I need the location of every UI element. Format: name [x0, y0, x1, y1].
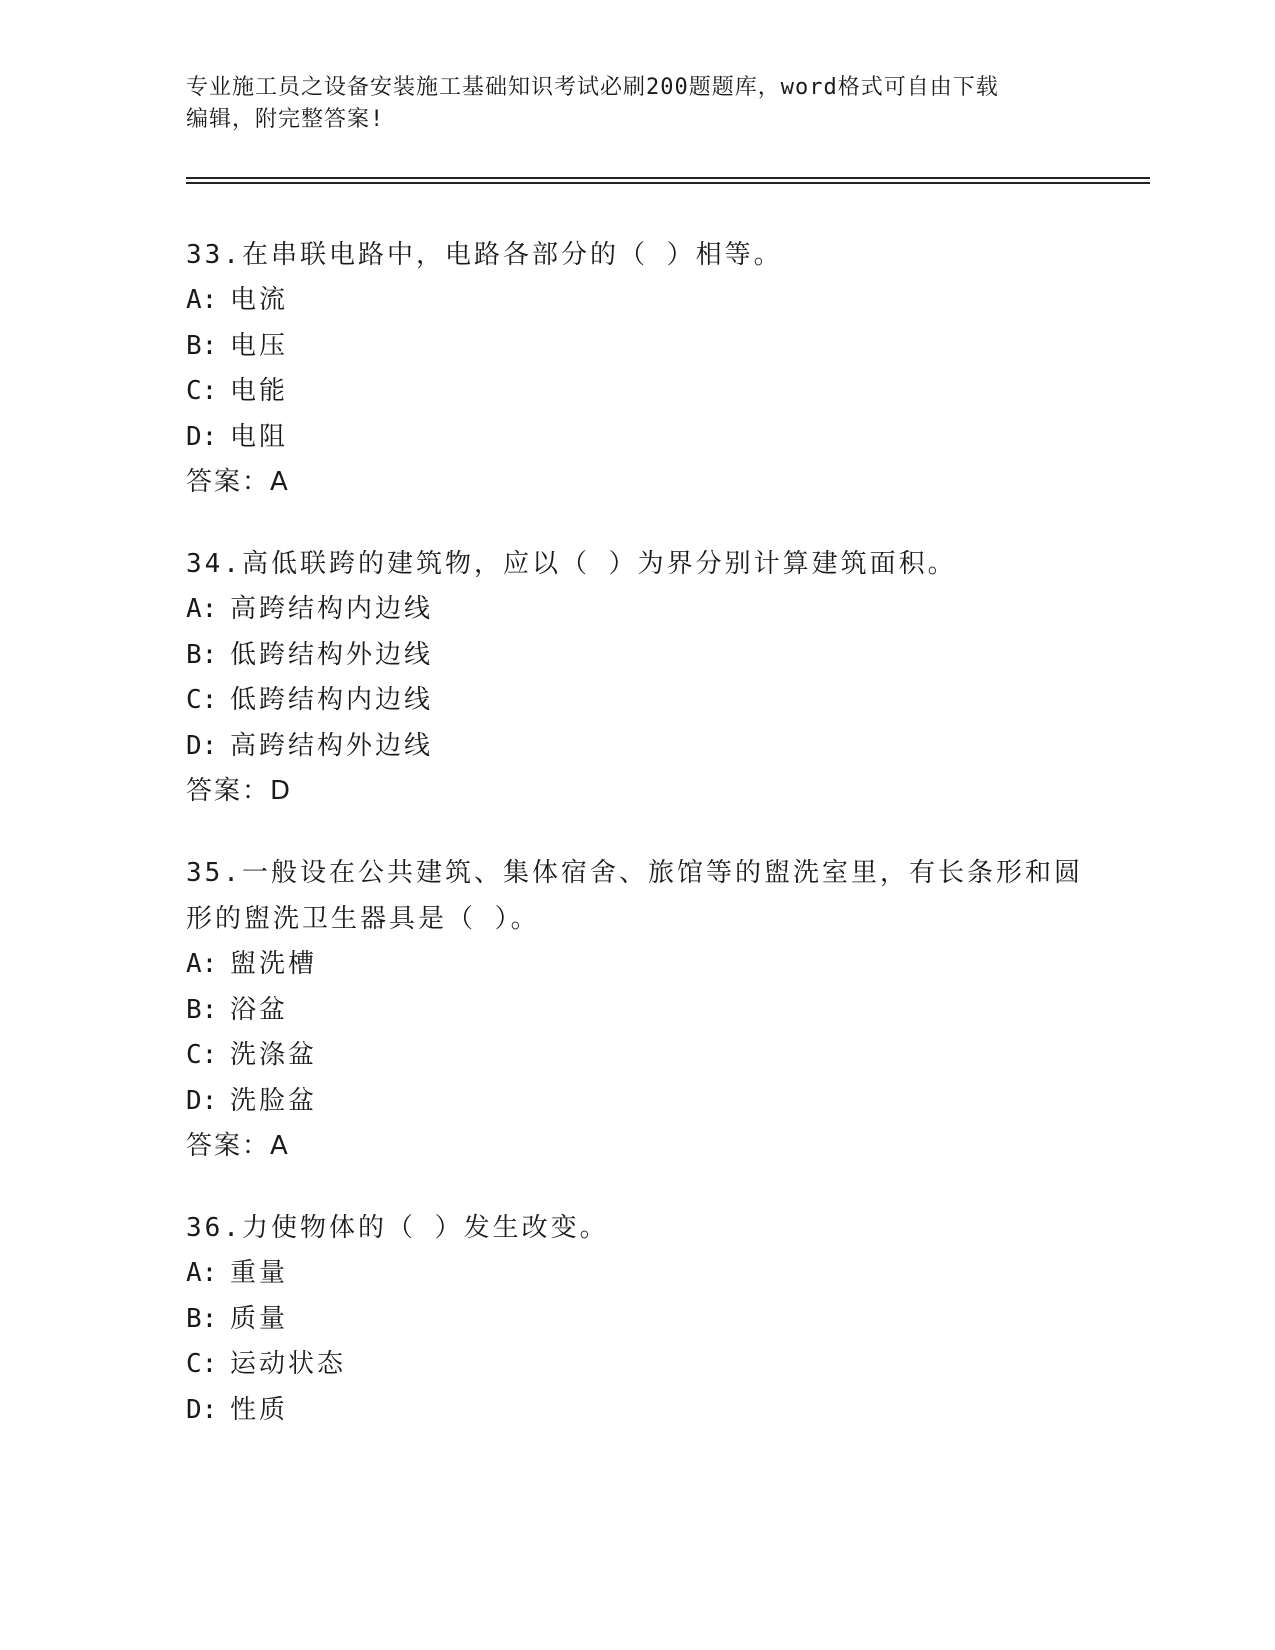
option-text: 洗脸盆	[230, 1085, 318, 1116]
option-d	[186, 1079, 1086, 1125]
question-34	[186, 541, 1086, 814]
question-36	[186, 1205, 1086, 1433]
option-key: A:	[186, 949, 218, 979]
option-key: A:	[186, 594, 218, 624]
option-text: 低跨结构外边线	[230, 639, 434, 670]
option-text: 电能	[230, 376, 289, 406]
option-b	[186, 633, 1086, 679]
option-text: 运动状态	[230, 1349, 347, 1379]
option-b	[186, 324, 1086, 370]
option-text: 性质	[230, 1394, 289, 1425]
option-b	[186, 1297, 1086, 1343]
header-line-2: 编辑，附完整答案!	[186, 107, 385, 132]
option-key: D:	[186, 1394, 218, 1425]
option-text: 质量	[230, 1303, 289, 1334]
option-d	[186, 724, 1086, 770]
option-c	[186, 1033, 1086, 1079]
answer: 答案：D	[186, 776, 293, 806]
option-d	[186, 1388, 1086, 1434]
option-text: 浴盆	[230, 994, 289, 1025]
option-text: 电流	[230, 285, 289, 315]
option-key: D:	[186, 730, 218, 761]
document-header	[186, 72, 1066, 136]
option-text: 高跨结构内边线	[230, 594, 434, 624]
question-35	[186, 850, 1086, 1169]
option-text: 电压	[230, 330, 289, 361]
answer: 答案：A	[186, 1131, 290, 1161]
option-c	[186, 369, 1086, 415]
option-c	[186, 678, 1086, 724]
option-c	[186, 1342, 1086, 1388]
option-key: C:	[186, 1349, 218, 1379]
option-key: B:	[186, 639, 218, 670]
question-stem: 33.在串联电路中，电路各部分的（ ）相等。	[186, 240, 783, 270]
option-key: B:	[186, 330, 218, 361]
option-key: C:	[186, 1040, 218, 1070]
option-b	[186, 988, 1086, 1034]
question-33	[186, 232, 1086, 505]
option-text: 高跨结构外边线	[230, 730, 434, 761]
option-key: A:	[186, 285, 218, 315]
answer: 答案：A	[186, 467, 290, 497]
option-text: 盥洗槽	[230, 949, 318, 979]
option-key: B:	[186, 1303, 218, 1334]
option-text: 重量	[230, 1258, 289, 1288]
option-a	[186, 587, 1086, 633]
option-key: D:	[186, 1085, 218, 1116]
option-key: D:	[186, 421, 218, 452]
option-a	[186, 942, 1086, 988]
option-key: C:	[186, 376, 218, 406]
question-stem: 36.力使物体的（ ）发生改变。	[186, 1213, 609, 1243]
option-d	[186, 415, 1086, 461]
option-a	[186, 278, 1086, 324]
option-a	[186, 1251, 1086, 1297]
question-stem: 35.一般设在公共建筑、集体宿舍、旅馆等的盥洗室里，有长条形和圆形的盥洗卫生器具是（ ）。	[186, 858, 1083, 934]
option-text: 洗涤盆	[230, 1040, 318, 1070]
header-line-1: 专业施工员之设备安装施工基础知识考试必刷200题题库，word格式可自由下载	[186, 75, 999, 100]
header-rule-top	[186, 177, 1150, 179]
option-key: B:	[186, 994, 218, 1025]
option-text: 电阻	[230, 421, 289, 452]
header-rule-bottom	[186, 182, 1150, 184]
option-text: 低跨结构内边线	[230, 685, 434, 715]
option-key: A:	[186, 1258, 218, 1288]
question-stem: 34.高低联跨的建筑物，应以（ ）为界分别计算建筑面积。	[186, 549, 957, 579]
option-key: C:	[186, 685, 218, 715]
question-list	[186, 232, 1086, 1469]
